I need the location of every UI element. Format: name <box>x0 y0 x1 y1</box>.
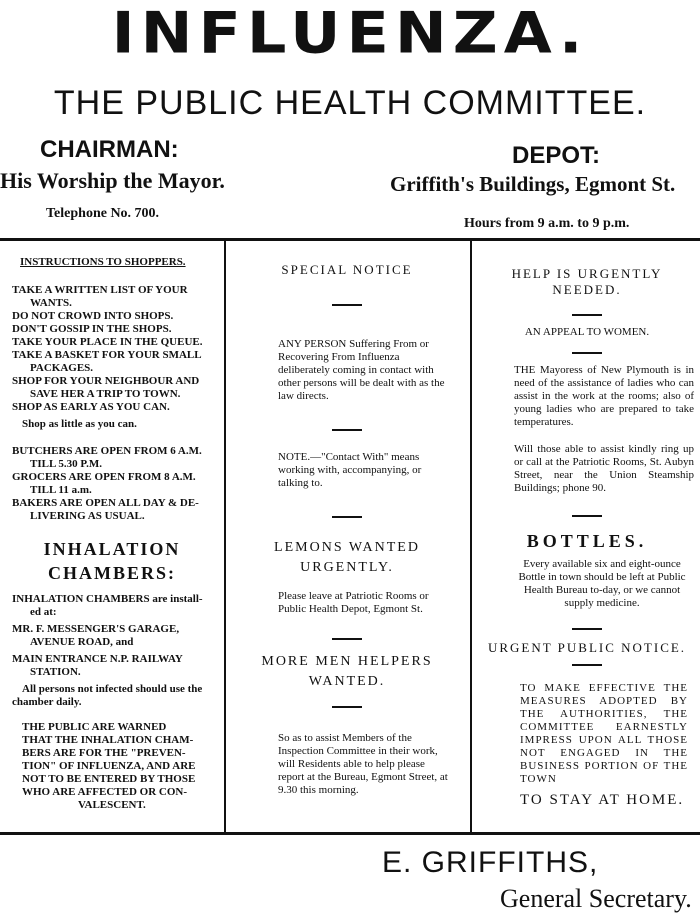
chairman-label: CHAIRMAN: <box>40 136 179 163</box>
lemons-body: Please leave at Patriotic Rooms or Public Health Depot, Egmont St. <box>278 590 429 615</box>
chairman-value: His Worship the Mayor. <box>0 168 225 193</box>
warning-line: VALESCENT. <box>78 799 146 811</box>
inhalation-line: All persons not infected should use the <box>22 683 203 695</box>
telephone-number: Telephone No. 700. <box>46 206 160 221</box>
helpers-heading: MORE MEN HELPERS <box>261 654 433 669</box>
special-notice-body: ANY PERSON Suffering From or Recovering From Influenza deliberately coming in contact with other persons will be dealt with as the law directs. <box>278 338 445 402</box>
column-divider-1 <box>224 241 226 832</box>
inhalation-line: ed at: <box>30 606 57 618</box>
bottles-body: Every available six and eight-ounce Bottle in town should be left at Public Health Bureau to-day, or we cannot supply medicine. <box>518 558 686 609</box>
instructions-title: INSTRUCTIONS TO SHOPPERS. <box>20 256 186 268</box>
warning-line: NOT TO BE ENTERED BY THOSE <box>22 773 196 785</box>
instruction-line: Shop as little as you can. <box>22 418 137 430</box>
help-needed-heading: HELP IS URGENTLY NEEDED. <box>511 266 663 297</box>
inhalation-line: MR. F. MESSENGER'S GARAGE, <box>12 623 180 635</box>
warning-line: BERS ARE FOR THE "PREVEN- <box>22 747 186 759</box>
inhalation-line: chamber daily. <box>12 696 82 708</box>
column-appeals <box>478 252 696 809</box>
lemons-heading: URGENTLY. <box>300 560 394 575</box>
hours-line: TILL 5.30 P.M. <box>30 458 103 470</box>
warning-line: THAT THE INHALATION CHAM- <box>22 734 194 746</box>
instruction-line: TAKE A WRITTEN LIST OF YOUR <box>12 284 188 296</box>
warning-line: WHO ARE AFFECTED OR CON- <box>22 786 188 798</box>
inhalation-heading: CHAMBERS: <box>47 563 176 583</box>
bottles-heading: BOTTLES. <box>526 531 648 551</box>
instruction-line: TAKE YOUR PLACE IN THE QUEUE. <box>12 336 203 348</box>
secretary-title: General Secretary. <box>500 884 692 913</box>
instruction-line: PACKAGES. <box>30 362 94 374</box>
inhalation-line: AVENUE ROAD, and <box>30 636 134 648</box>
bottom-divider <box>0 832 700 835</box>
warning-line: THE PUBLIC ARE WARNED <box>22 721 167 733</box>
hours-line: GROCERS ARE OPEN FROM 8 A.M. <box>12 471 196 483</box>
instruction-line: DON'T GOSSIP IN THE SHOPS. <box>12 323 172 335</box>
helpers-body: So as to assist Members of the Inspection Committee in their work, will Residents able to help please report at the Bureau, Egmont Street, at 9.30 this morning. <box>278 732 448 796</box>
appeal-to-women: AN APPEAL TO WOMEN. <box>524 326 650 338</box>
instruction-line: SHOP AS EARLY AS YOU CAN. <box>12 401 170 413</box>
hours-line: LIVERING AS USUAL. <box>30 510 145 522</box>
instruction-line: DO NOT CROWD INTO SHOPS. <box>12 310 174 322</box>
hours-line: BUTCHERS ARE OPEN FROM 6 A.M. <box>12 445 202 457</box>
hours-line: BAKERS ARE OPEN ALL DAY & DE- <box>12 497 199 509</box>
contact-note: NOTE.—"Contact With" means working with, accompanying, or talking to. <box>278 451 422 489</box>
mayoress-appeal: THE Mayoress of New Plymouth is in need of the assistance of ladies who can assist in the work at the rooms; also of young ladies who are prepared to take temperatures. <box>514 364 694 428</box>
column-notices <box>236 252 458 797</box>
special-notice-heading: SPECIAL NOTICE <box>281 262 413 277</box>
hours-line: TILL 11 a.m. <box>30 484 92 496</box>
stay-at-home: TO STAY AT HOME. <box>520 792 685 808</box>
helpers-heading: WANTED. <box>308 674 386 689</box>
instruction-line: SAVE HER A TRIP TO TOWN. <box>30 388 181 400</box>
depot-label: DEPOT: <box>512 142 601 169</box>
secretary-name: E. GRIFFITHS, <box>382 846 599 879</box>
instruction-line: TAKE A BASKET FOR YOUR SMALL <box>12 349 202 361</box>
depot-hours: Hours from 9 a.m. to 9 p.m. <box>464 216 630 231</box>
page-title: INFLUENZA. <box>111 0 589 67</box>
assist-appeal: Will those able to assist kindly ring up or call at the Patriotic Rooms, St. Aubyn Street, near the Union Steamship Buildings; phone 90. <box>514 443 694 494</box>
urgent-notice-body: TO MAKE EFFECTIVE THE MEASURES ADOPTED BY THE AUTHORITIES, THE COMMITTEE EARNESTLY IMPRESS UPON ALL THOSE NOT ENGAGED IN THE BUSINESS PORTION OF THE TOWN <box>520 682 688 785</box>
committee-heading: THE PUBLIC HEALTH COMMITTEE. <box>53 84 647 122</box>
inhalation-line: STATION. <box>30 666 81 678</box>
top-divider <box>0 238 700 241</box>
warning-line: TION" OF INFLUENZA, AND ARE <box>22 760 196 772</box>
inhalation-heading: INHALATION <box>43 539 181 559</box>
instruction-line: SHOP FOR YOUR NEIGHBOUR AND <box>12 375 200 387</box>
lemons-heading: LEMONS WANTED <box>274 540 420 555</box>
inhalation-line: INHALATION CHAMBERS are install- <box>12 593 203 605</box>
column-shoppers <box>8 252 216 812</box>
depot-address: Griffith's Buildings, Egmont St. <box>390 172 676 196</box>
column-divider-2 <box>470 241 472 832</box>
instruction-line: WANTS. <box>30 297 72 309</box>
urgent-notice-heading: URGENT PUBLIC NOTICE. <box>487 640 687 655</box>
inhalation-line: MAIN ENTRANCE N.P. RAILWAY <box>12 653 183 665</box>
